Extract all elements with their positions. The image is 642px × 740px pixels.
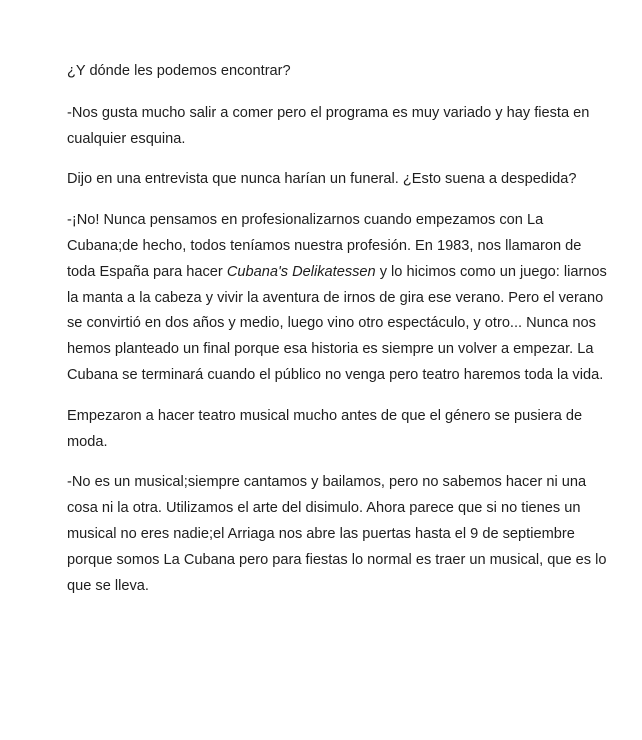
answer-text: y lo hicimos como un juego: liarnos la manta a la cabeza y vivir la aventura de irnos de gira ese verano. Pero el verano se convirtió en dos años y medio, luego vino otro espectáculo, y otro... Nunca nos hemos planteado un final porque esa historia es siempre un volver a empezar. La Cubana se terminará cuando el público no venga pero teatro haremos toda la vida. [67, 263, 607, 383]
answer-text: -¡No! Nunca pensamos en profesionalizarnos cuando empezamos con La Cubana;de hecho, todos teníamos nuestra profesión. En 1983, nos llamaron de toda España para hacer [67, 212, 582, 280]
show-title: Cubana's Delikatessen [226, 263, 376, 280]
answer-paragraph: -No es un musical;siempre cantamos y bailamos, pero no sabemos hacer ni una cosa ni la otra. Utilizamos el arte del disimulo. Ahora parece que si no tienes un musical no eres nadie;el Arriaga nos abre las puertas hasta el 9 de septiembre porque somos La Cubana pero para fiestas lo normal es traer un musical, que es lo que se lleva. [67, 474, 607, 594]
article-body [67, 59, 612, 614]
answer-paragraph: -Nos gusta mucho salir a comer pero el programa es muy variado y hay fiesta en cualquier esquina. [67, 104, 590, 147]
question-paragraph: Empezaron a hacer teatro musical mucho antes de que el género se pusiera de moda. [67, 407, 583, 450]
question-paragraph: ¿Y dónde les podemos encontrar? [67, 63, 291, 79]
question-paragraph: Dijo en una entrevista que nunca harían un funeral. ¿Esto suena a despedida? [67, 171, 577, 188]
answer-paragraph [67, 208, 612, 389]
